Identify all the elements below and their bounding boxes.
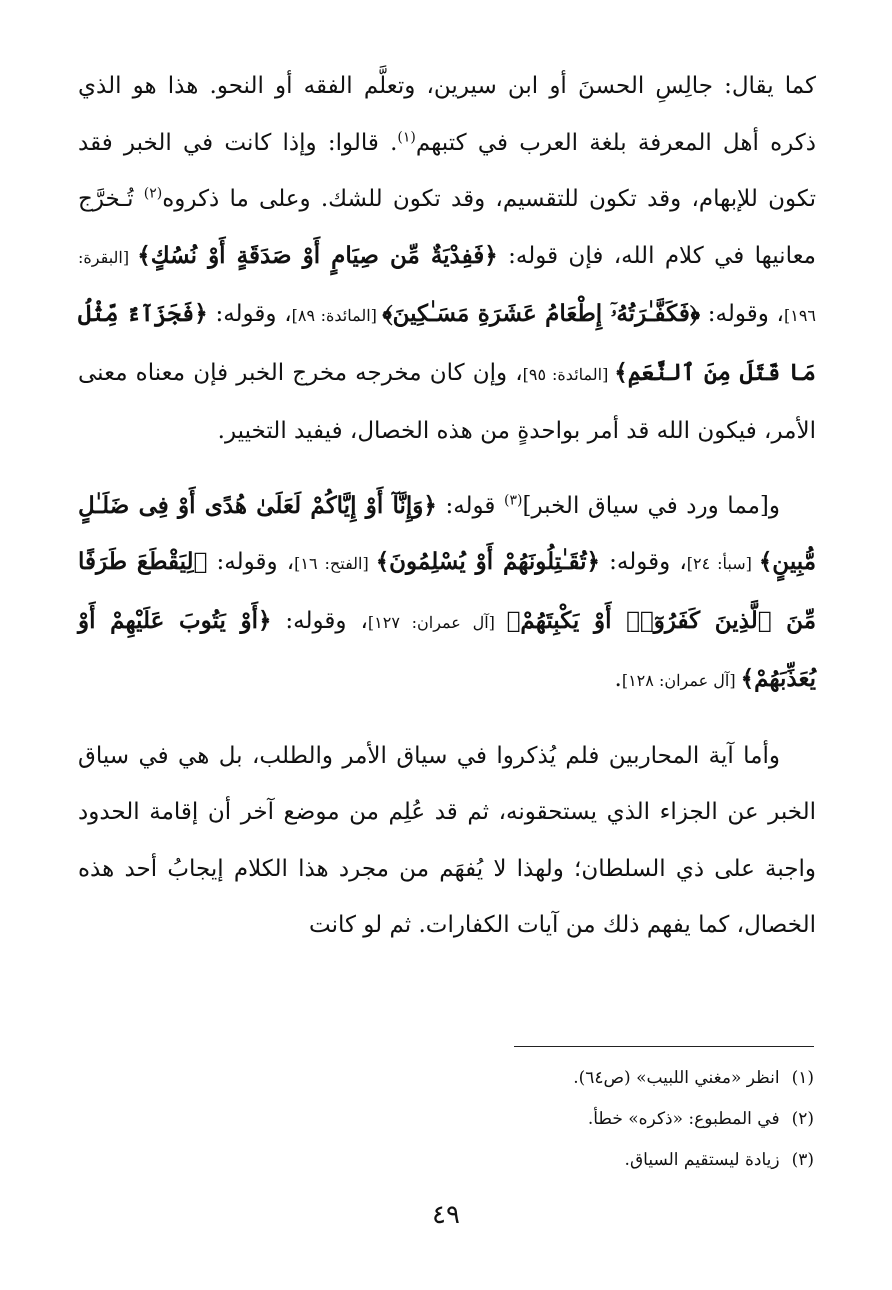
- footnotes: [214, 1058, 814, 1181]
- paragraph-1-text-a: كما يقال: جالِسِ الحسنَ أو ابن سيرين، وتعلَّم الفقه أو النحو. هذا هو الذي ذكره أهل المعرفة بلغة العرب في كتبهم: [78, 73, 816, 156]
- paragraph-1: [78, 58, 816, 460]
- footnote-number: (١): [791, 1068, 814, 1088]
- paragraph-2-text-b: قوله:: [436, 492, 505, 519]
- footnote-divider: [514, 1046, 814, 1047]
- paragraph-2-text-c: ، وقوله:: [599, 549, 687, 575]
- footnote-ref-2: (٢): [143, 185, 163, 202]
- verse-reference: [البقرة: ١٩٦]: [78, 247, 816, 325]
- paragraph-3-text: وأما آية المحاربين فلم يُذكروا في سياق الأمر والطلب، بل هي في سياق الخبر عن الجزاء الذي يستحقونه، ثم قد عُلِم من موضع آخر أن إقامة الحدود واجبة على ذي السلطان؛ ولهذا لا يُفهَم من مجرد هذا الكلام إيجابُ أحد هذه الخصال، كما يفهم ذلك من آيات الكفارات. ثم لو كانت: [78, 742, 816, 938]
- footnote-2: [214, 1099, 814, 1140]
- paragraph-2: [78, 478, 816, 710]
- quran-verse: ﴿فَجَزَآءٌ مِّثْلُ مَا قَتَلَ مِنَ ٱلنَّعَمِ﴾: [78, 300, 817, 386]
- footnote-text: زيادة ليستقيم السياق.: [624, 1150, 780, 1170]
- verse-reference: [المائدة: ٨٩]: [291, 306, 383, 325]
- paragraph-1-text-f: ، وإن كان مخرجه مخرج الخبر فإن معناه معنى الأمر، فيكون الله قد أمر بواحدةٍ من هذه الخصال، فيفيد التخيير.: [78, 359, 816, 444]
- verse-reference: [آل عمران: ١٢٨]: [621, 671, 741, 690]
- paragraph-1-text-b: . قالوا: وإذا كانت في الخبر فقد تكون للإبهام، وقد تكون للتقسيم، وقد تكون للشك. وعلى ما ذكروه: [78, 129, 816, 212]
- paragraph-2-text-d: ، وقوله:: [207, 549, 295, 575]
- footnote-3: [214, 1140, 814, 1181]
- verse-reference: [سبأ: ٢٤]: [686, 554, 759, 573]
- footnote-ref-1: (١): [397, 128, 416, 145]
- footnote-1: [214, 1058, 814, 1099]
- paragraph-3: [78, 728, 816, 954]
- paragraph-2-text-a: و[مما ورد في سياق الخبر]: [522, 492, 781, 519]
- quran-verse: ﴿فَكَفَّـٰرَتُهُۥٓ إِطْعَامُ عَشَرَةِ مَسَـٰكِينَ﴾: [382, 300, 701, 327]
- paragraph-2-text-e: ، وقوله:: [271, 607, 368, 634]
- paragraph-1-text-c: تُـخرَّج معانيها في كلام الله، فإن قوله:: [78, 186, 816, 269]
- paragraph-1-text-d: ، وقوله:: [700, 301, 784, 327]
- paragraph-2-text-f: .: [614, 666, 622, 692]
- quran-verse: ﴿وَإِنَّآ أَوْ إِيَّاكُمْ لَعَلَىٰ هُدًى أَوْ فِى ضَلَـٰلٍ مُّبِينٍ﴾: [78, 491, 817, 575]
- verse-reference: [الفتح: ١٦]: [294, 554, 376, 573]
- main-text: [78, 58, 816, 954]
- footnote-number: (٢): [791, 1109, 814, 1129]
- page-number: ٤٩: [432, 1200, 460, 1230]
- footnote-text: انظر «مغني اللبيب» (ص٦٤).: [573, 1068, 780, 1088]
- quran-verse: ﴿أَوْ يَتُوبَ عَلَيْهِمْ أَوْ يُعَذِّبَهُمْ﴾: [78, 606, 816, 692]
- footnote-text: في المطبوع: «ذكره» خطأ.: [587, 1109, 780, 1129]
- footnote-ref-3: (٣): [504, 491, 523, 508]
- quran-verse: ﴿لِيَقْطَعَ طَرَفًا مِّنَ ٱلَّذِينَ كَفَرُوٓا۟ أَوْ يَكْبِتَهُمْ﴾: [78, 548, 817, 634]
- quran-verse: ﴿فَفِدْيَةٌ مِّن صِيَامٍ أَوْ صَدَقَةٍ أَوْ نُسُكٍ﴾: [137, 241, 498, 269]
- quran-verse: ﴿تُقَـٰتِلُونَهُمْ أَوْ يُسْلِمُونَ﴾: [375, 548, 600, 575]
- verse-reference: [المائدة: ٩٥]: [522, 364, 615, 384]
- footnote-number: (٣): [791, 1150, 814, 1170]
- paragraph-1-text-e: ، وقوله:: [207, 301, 292, 327]
- verse-reference: [آل عمران: ١٢٧]: [367, 612, 507, 632]
